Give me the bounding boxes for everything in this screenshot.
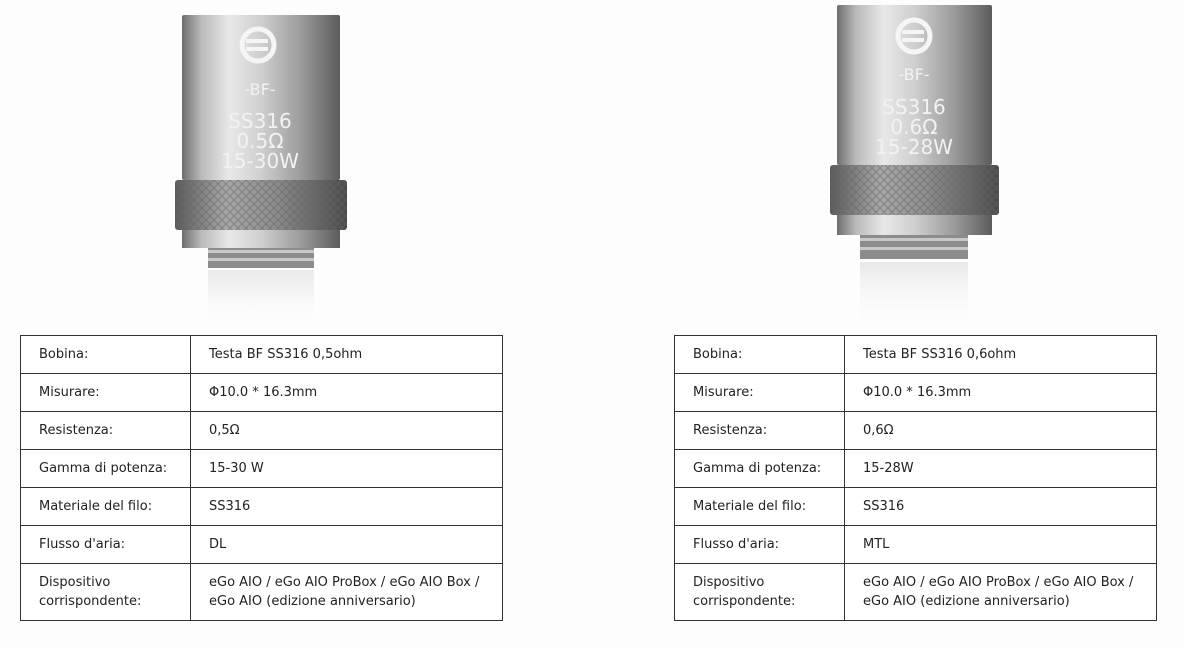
engraving-series: -BF- xyxy=(898,65,930,84)
spec-value: SS316 xyxy=(191,488,503,526)
spec-row xyxy=(21,336,503,374)
spec-value: 15-28W xyxy=(845,450,1157,488)
coil-image-0-6ohm xyxy=(664,0,1164,335)
spec-key: Dispositivo corrispondente: xyxy=(675,564,845,621)
spec-value: eGo AIO / eGo AIO ProBox / eGo AIO Box / eGo AIO (edizione anniversario) xyxy=(845,564,1157,621)
engraving-power: 15-28W xyxy=(875,135,953,159)
spec-value: Testa BF SS316 0,6ohm xyxy=(845,336,1157,374)
spec-table-0-6ohm xyxy=(674,335,1157,621)
spec-value: 0,6Ω xyxy=(845,412,1157,450)
spec-key: Gamma di potenza: xyxy=(21,450,191,488)
spec-value: 15-30 W xyxy=(191,450,503,488)
spec-row xyxy=(21,526,503,564)
spec-value: Φ10.0 * 16.3mm xyxy=(845,374,1157,412)
spec-value: MTL xyxy=(845,526,1157,564)
engraving-material: SS316 xyxy=(882,95,946,119)
spec-key: Misurare: xyxy=(675,374,845,412)
spec-key: Bobina: xyxy=(21,336,191,374)
spec-row xyxy=(21,564,503,621)
engraving-power: 15-30W xyxy=(221,149,299,173)
spec-value: DL xyxy=(191,526,503,564)
spec-key: Materiale del filo: xyxy=(21,488,191,526)
spec-row xyxy=(21,450,503,488)
spec-key: Bobina: xyxy=(675,336,845,374)
spec-row xyxy=(675,488,1157,526)
engraving-resistance: 0.5Ω xyxy=(236,129,284,153)
spec-value: Testa BF SS316 0,5ohm xyxy=(191,336,503,374)
spec-row xyxy=(675,374,1157,412)
spec-value: Φ10.0 * 16.3mm xyxy=(191,374,503,412)
spec-value: 0,5Ω xyxy=(191,412,503,450)
spec-row xyxy=(21,488,503,526)
spec-key: Flusso d'aria: xyxy=(21,526,191,564)
coil-image-0-5ohm xyxy=(10,0,510,335)
engraving-material: SS316 xyxy=(228,109,292,133)
engraving-series: -BF- xyxy=(244,80,276,99)
spec-row xyxy=(675,336,1157,374)
spec-key: Resistenza: xyxy=(675,412,845,450)
product-card-0-6ohm xyxy=(664,0,1164,648)
spec-key: Materiale del filo: xyxy=(675,488,845,526)
spec-value: eGo AIO / eGo AIO ProBox / eGo AIO Box / eGo AIO (edizione anniversario) xyxy=(191,564,503,621)
product-card-0-5ohm xyxy=(10,0,510,648)
spec-value: SS316 xyxy=(845,488,1157,526)
spec-row xyxy=(21,374,503,412)
spec-row xyxy=(675,450,1157,488)
spec-row xyxy=(675,412,1157,450)
spec-key: Gamma di potenza: xyxy=(675,450,845,488)
engraving-resistance: 0.6Ω xyxy=(890,115,938,139)
spec-row xyxy=(675,526,1157,564)
spec-table-0-5ohm xyxy=(20,335,503,621)
spec-key: Misurare: xyxy=(21,374,191,412)
spec-key: Dispositivo corrispondente: xyxy=(21,564,191,621)
spec-key: Resistenza: xyxy=(21,412,191,450)
spec-row xyxy=(675,564,1157,621)
spec-row xyxy=(21,412,503,450)
spec-key: Flusso d'aria: xyxy=(675,526,845,564)
